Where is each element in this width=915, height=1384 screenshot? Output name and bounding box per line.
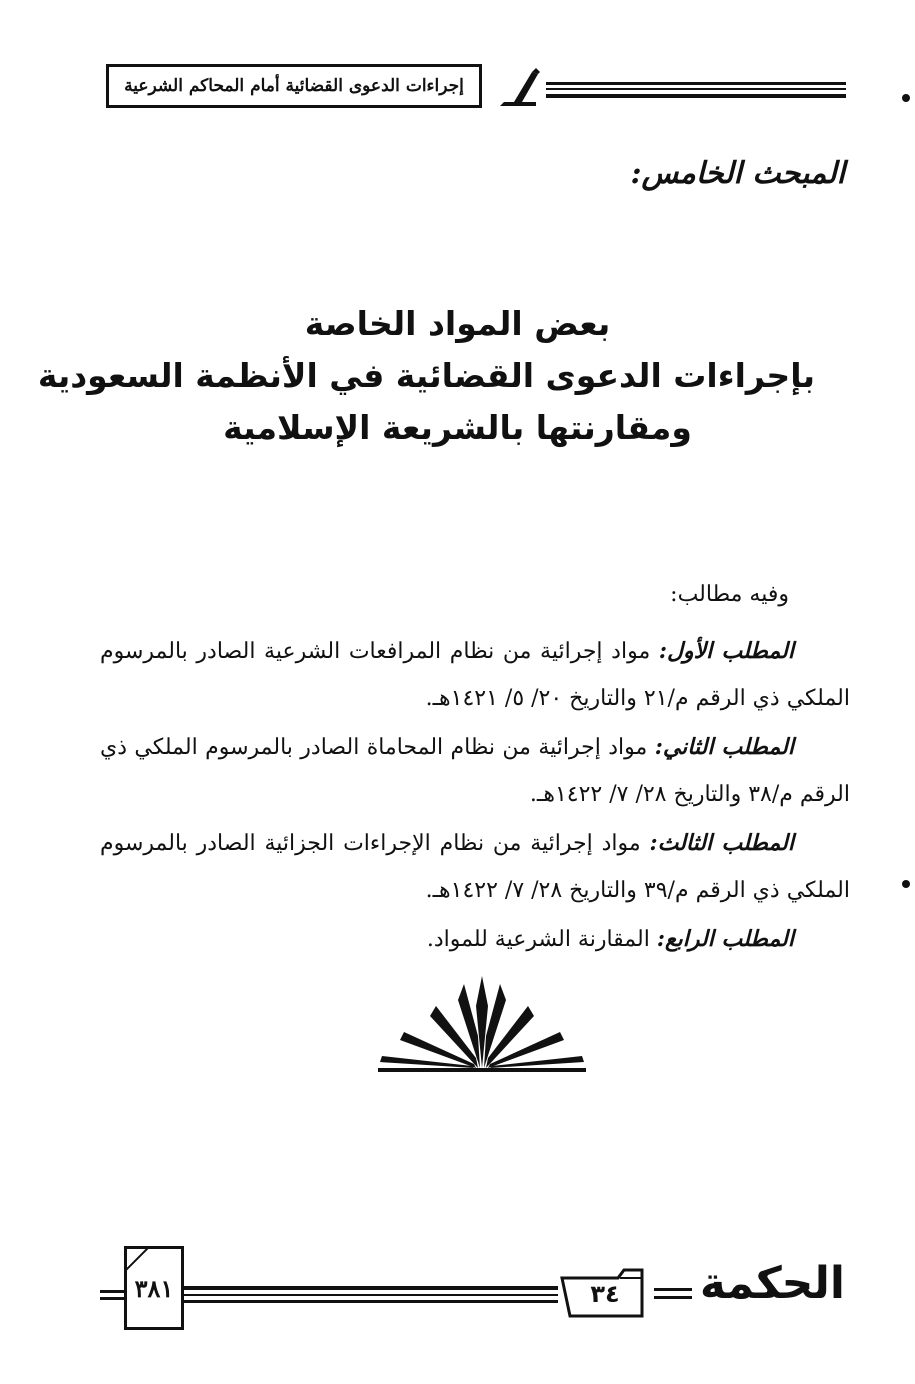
list-item — [100, 820, 850, 914]
footer-rule — [100, 1290, 124, 1293]
edge-dot — [902, 880, 910, 888]
page-corner-fold-icon — [124, 1246, 150, 1272]
item-text: مواد إجرائية من نظام المحاماة الصادر بالمرسوم الملكي ذي الرقم م/٣٨ والتاريخ ٢٨/ ٧/ ١٤٢٢هـ. — [100, 735, 850, 807]
item-text: مواد إجرائية من نظام المرافعات الشرعية الصادر بالمرسوم الملكي ذي الرقم م/٢١ والتاريخ ٢٠/ ٥/ ١٤٢١هـ. — [100, 639, 850, 711]
list-item — [100, 916, 850, 963]
item-label: المطلب الثالث: — [649, 830, 794, 856]
brand-logo: الحكمة — [699, 1258, 845, 1309]
header-rule — [546, 88, 846, 90]
item-label: المطلب الأول: — [658, 638, 794, 664]
page-number-text: ٣٨١ — [134, 1273, 174, 1303]
section-title-line: بإجراءات الدعوى القضائية في الأنظمة السعودية — [37, 356, 815, 395]
item-text: المقارنة الشرعية للمواد. — [426, 927, 650, 952]
header-rule — [546, 82, 846, 85]
issue-number: ٣٤ — [590, 1280, 620, 1308]
footer-rule — [100, 1297, 124, 1300]
footer-rule — [654, 1288, 692, 1291]
footer-rule — [184, 1294, 558, 1296]
item-text: مواد إجرائية من نظام الإجراءات الجزائية الصادر بالمرسوم الملكي ذي الرقم م/٣٩ والتاريخ ٢٨/ ٧/ ١٤٢٢هـ. — [100, 831, 850, 903]
item-label: المطلب الثاني: — [654, 734, 794, 760]
header-rule — [546, 94, 846, 98]
item-label: المطلب الرابع: — [656, 926, 794, 952]
section-title-line: ومقارنتها بالشريعة الإسلامية — [223, 408, 692, 447]
footer-rule — [184, 1300, 558, 1303]
list-item — [100, 628, 850, 722]
pen-nib-icon — [496, 66, 544, 110]
footer-rule — [654, 1296, 692, 1299]
section-title-line: بعض المواد الخاصة — [304, 304, 611, 343]
sunburst-ornament-icon — [378, 976, 586, 1076]
list-item — [100, 724, 850, 818]
intro-text: وفيه مطالب: — [670, 582, 789, 607]
footer-rule — [184, 1286, 558, 1290]
edge-dot — [902, 94, 910, 102]
running-header-title: إجراءات الدعوى القضائية أمام المحاكم الشرعية — [124, 76, 464, 96]
running-header — [106, 64, 482, 108]
section-label: المبحث الخامس: — [630, 156, 845, 191]
